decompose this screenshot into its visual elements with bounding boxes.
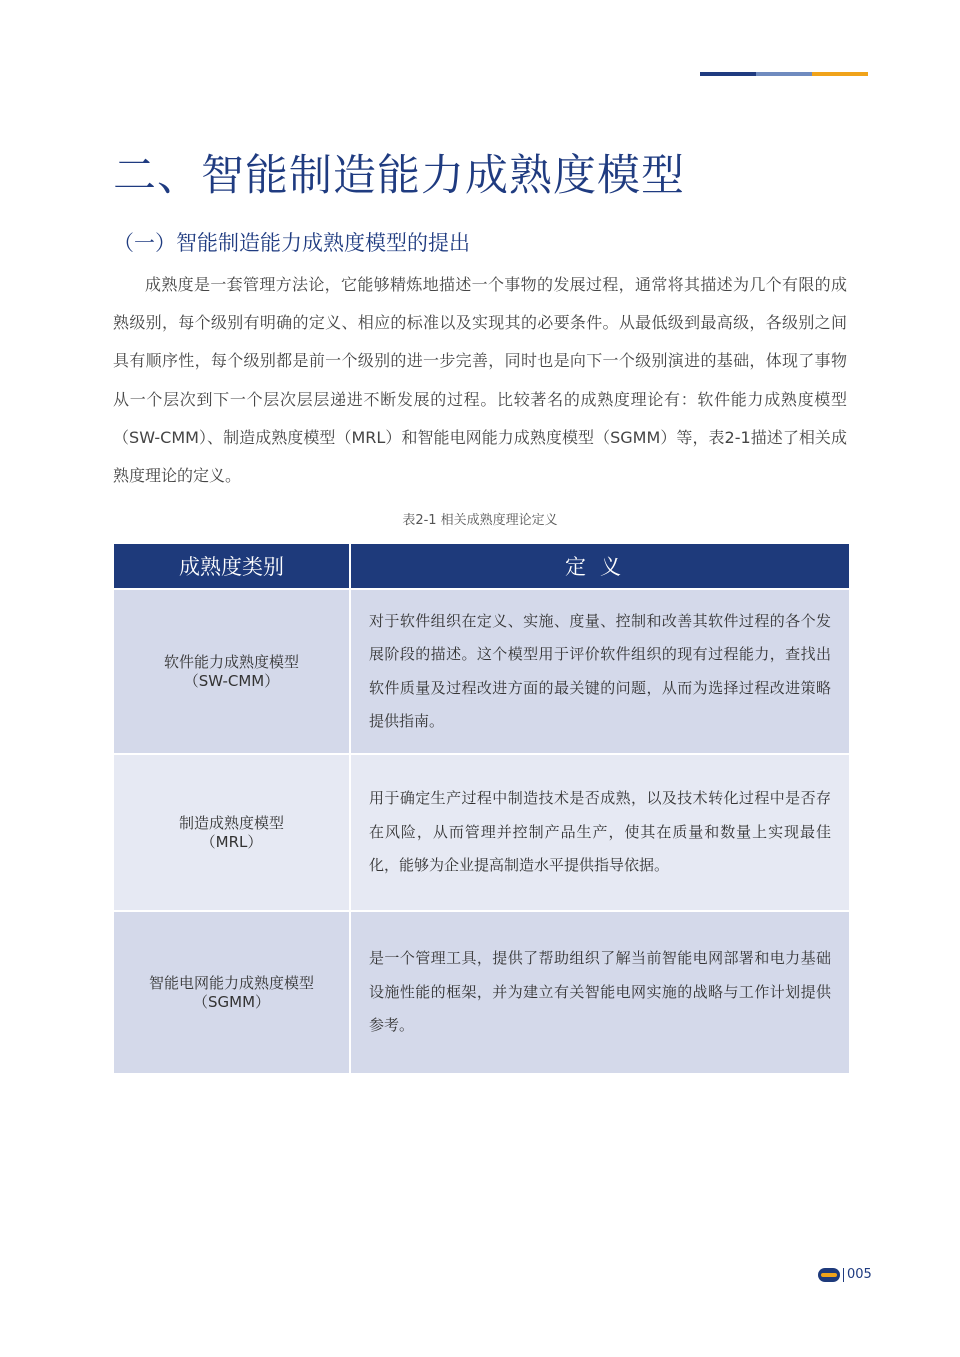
accent-segment-dark [700,72,756,76]
category-cell [114,911,350,1073]
definition-cell: 是一个管理工具，提供了帮助组织了解当前智能电网部署和电力基础设施性能的框架，并为建立有关智能电网实施的战略与工作计划提供参考。 [350,911,849,1073]
category-abbr: （SW-CMM） [183,671,280,690]
category-cell [114,589,350,754]
header-category: 成熟度类别 [114,544,350,589]
category-name: 智能电网能力成熟度模型 [148,973,314,992]
table-row [114,754,849,911]
header-accent-bar [700,72,868,76]
intro-paragraph-text: 成熟度是一套管理方法论，它能够精炼地描述一个事物的发展过程，通常将其描述为几个有限的成熟级别，每个级别有明确的定义、相应的标准以及实现其的必要条件。从最低级到最高级，各级别之间具有顺序性，每个级别都是前一个级别的进一步完善，同时也是向下一个级别演进的基础，体现了事物从一个层次到下一个层次层层递进不断发展的过程。比较著名的成熟度理论有：软件能力成熟度模型（SW-CMM）、制造成熟度模型（MRL）和智能电网能力成熟度模型（SGMM）等，表2-1描述了相关成熟度理论的定义。 [113,275,847,486]
page-title: 二、智能制造能力成熟度模型 [113,151,685,201]
category-name: 软件能力成熟度模型 [163,652,299,671]
table-row [114,589,849,754]
section-subtitle: （一）智能制造能力成熟度模型的提出 [113,231,470,255]
page-number: 005 [843,1268,872,1282]
definition-cell: 用于确定生产过程中制造技术是否成熟，以及技术转化过程中是否存在风险，从而管理并控制产品生产，使其在质量和数量上实现最佳化，能够为企业提高制造水平提供指导依据。 [350,754,849,911]
category-abbr: （SGMM） [192,992,271,1011]
table-caption: 表2-1 相关成熟度理论定义 [402,513,558,528]
intro-paragraph [113,266,847,495]
table-header-row [114,544,849,589]
accent-segment-light [756,72,812,76]
definition-cell: 对于软件组织在定义、实施、度量、控制和改善其软件过程的各个发展阶段的描述。这个模型用于评价软件组织的现有过程能力，查找出软件质量及过程改进方面的最关键的问题，从而为选择过程改进策略提供指南。 [350,589,849,754]
header-definition: 定义 [350,544,849,589]
category-name: 制造成熟度模型 [178,813,284,832]
page-footer [818,1268,872,1282]
cmm-logo-icon [818,1268,840,1282]
accent-segment-orange [812,72,868,76]
table-row [114,911,849,1073]
category-cell [114,754,350,911]
maturity-definitions-table [114,544,849,1073]
category-abbr: （MRL） [200,832,263,851]
